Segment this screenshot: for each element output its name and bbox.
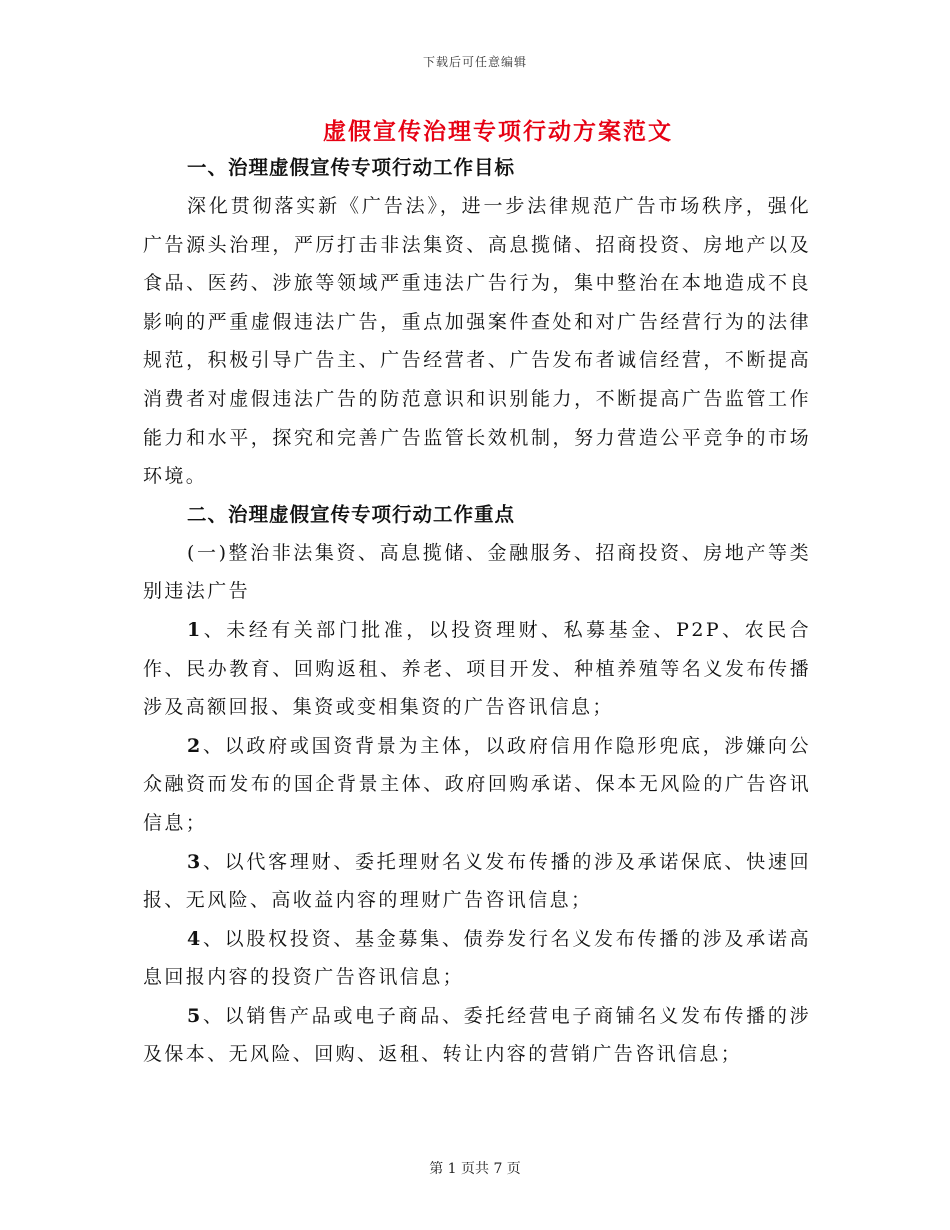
list-item-text: 、以代客理财、委托理财名义发布传播的涉及承诺保底、快速回报、无风险、高收益内容的理财广告咨讯信息；: [143, 850, 811, 912]
list-item-number: 2: [187, 734, 203, 757]
section-2-subheading: (一)整治非法集资、高息揽储、金融服务、招商投资、房地产等类别违法广告: [143, 541, 811, 603]
document-title: 虚假宣传治理专项行动方案范文: [323, 118, 673, 145]
section-1-heading: 一、治理虚假宣传专项行动工作目标: [187, 156, 516, 179]
header-note: 下载后可任意编辑: [422, 55, 527, 69]
list-item-number: 3: [187, 850, 203, 873]
list-item-text: 、未经有关部门批准，以投资理财、私募基金、P2P、农民合作、民办教育、回购返租、养老、项目开发、种植养殖等名义发布传播涉及高额回报、集资或变相集资的广告咨讯信息；: [143, 618, 811, 719]
list-item-1: [143, 611, 811, 727]
list-item-3: [143, 843, 811, 920]
list-item-text: 、以政府或国资背景为主体，以政府信用作隐形兜底，涉嫌向公众融资而发布的国企背景主体、政府回购承诺、保本无风险的广告咨讯信息；: [143, 734, 811, 834]
list-item-number: 4: [187, 927, 203, 950]
list-item-number: 1: [187, 618, 203, 641]
list-item-2: [143, 727, 811, 843]
document-body: [143, 149, 811, 1074]
list-item-4: [143, 920, 811, 997]
section-1-paragraph: 深化贯彻落实新《广告法》，进一步法律规范广告市场秩序，强化广告源头治理，严厉打击非法集资、高息揽储、招商投资、房地产以及食品、医药、涉旅等领域严重违法广告行为，集中整治在本地造成不良影响的严重虚假违法广告，重点加强案件查处和对广告经营行为的法律规范，积极引导广告主、广告经营者、广告发布者诚信经营，不断提高消费者对虚假违法广告的防范意识和识别能力，不断提高广告监管工作能力和水平，探究和完善广告监管长效机制，努力营造公平竞争的市场环境。: [143, 195, 811, 488]
section-2-heading: 二、治理虚假宣传专项行动工作重点: [187, 502, 516, 526]
list-item-5: [143, 997, 811, 1074]
list-item-text: 、以股权投资、基金募集、债券发行名义发布传播的涉及承诺高息回报内容的投资广告咨讯信息；: [143, 927, 811, 989]
list-item-number: 5: [187, 1004, 203, 1027]
page-number-footer: 第 1 页共 7 页: [429, 1161, 521, 1177]
list-item-text: 、以销售产品或电子商品、委托经营电子商铺名义发布传播的涉及保本、无风险、回购、返租、转让内容的营销广告咨讯信息；: [143, 1004, 811, 1066]
